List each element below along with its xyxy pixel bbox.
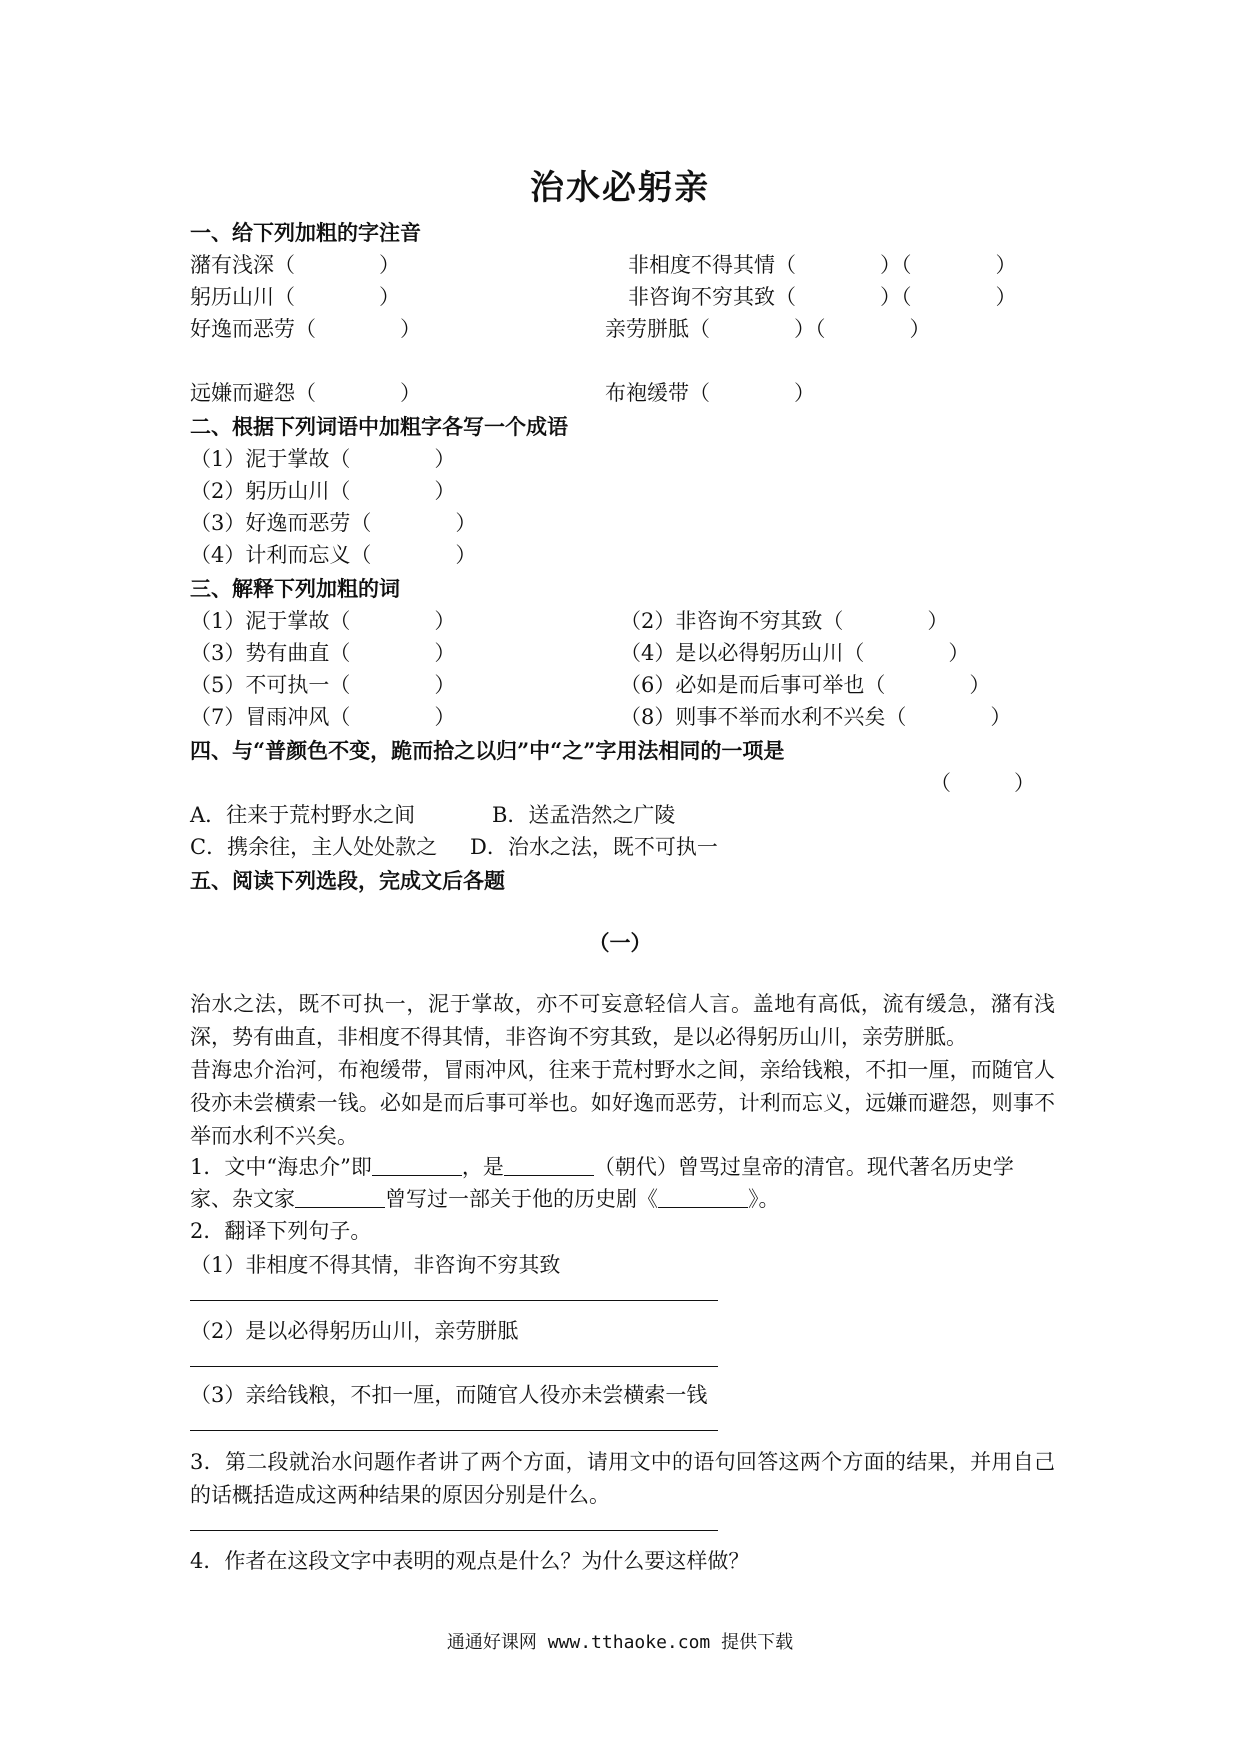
q1-blank-play[interactable]	[658, 1187, 748, 1208]
sec2-item-4: （4）计利而忘义（ ）	[190, 543, 477, 567]
sec1-item-7: 远嫌而避怨（ ）	[190, 381, 421, 405]
sec1-item-3: 躬历山川（ ）	[190, 285, 400, 309]
section-4-heading: 四、与“普颜色不变，跪而拾之以归”中“之”字用法相同的一项是	[190, 738, 785, 763]
sec3-item-1: （1）泥于掌故（ ）	[190, 609, 456, 633]
sec3-item-5: （5）不可执一（ ）	[190, 673, 456, 697]
sec1-item-2: 非相度不得其情（ ）（ ）	[628, 253, 1017, 277]
section-5-heading: 五、阅读下列选段，完成文后各题	[190, 868, 505, 893]
q1-text-f: 》。	[748, 1187, 780, 1211]
sec3-item-2: （2）非咨询不穷其致（ ）	[620, 609, 949, 633]
section-1-heading: 一、给下列加粗的字注音	[190, 220, 421, 245]
passage-paragraph-1: 治水之法，既不可执一，泥于掌故，亦不可妄意轻信人言。盖地有高低，流有缓急，潴有浅深，势有曲直，非相度不得其情，非咨询不穷其致，是以必得躬历山川，亲劳胼胝。	[190, 992, 1055, 1049]
sec1-item-4: 非咨询不穷其致（ ）（ ）	[628, 285, 1017, 309]
sec3-item-6: （6）必如是而后事可举也（ ）	[620, 673, 991, 697]
question-1-line-1	[190, 1152, 1014, 1182]
question-2: 2．翻译下列句子。	[190, 1219, 372, 1243]
question-4: 4．作者在这段文字中表明的观点是什么？为什么要这样做？	[190, 1549, 750, 1573]
sec2-item-3: （3）好逸而恶劳（ ）	[190, 511, 477, 535]
q1-text-b: ，是	[461, 1155, 504, 1179]
question-2-1: （1）非相度不得其情，非咨询不穷其致	[190, 1253, 561, 1277]
sec1-item-1: 潴有浅深（ ）	[190, 253, 400, 277]
q1-blank-author[interactable]	[295, 1187, 385, 1208]
answer-line-2-3[interactable]	[190, 1430, 718, 1431]
sec4-answer-paren: （ ）	[930, 771, 1035, 795]
sec3-item-4: （4）是以必得躬历山川（ ）	[620, 641, 970, 665]
sec3-item-7: （7）冒雨冲风（ ）	[190, 705, 456, 729]
sec4-option-b: B．送孟浩然之广陵	[492, 803, 676, 827]
q1-text-e: 曾写过一部关于他的历史剧《	[385, 1187, 658, 1211]
sec4-option-c: C．携余往，主人处处款之	[190, 835, 438, 859]
question-2-3: （3）亲给钱粮，不扣一厘，而随官人役亦未尝横索一钱	[190, 1383, 708, 1407]
section-3-heading: 三、解释下列加粗的词	[190, 576, 400, 601]
sec3-item-3: （3）势有曲直（ ）	[190, 641, 456, 665]
page-title: 治水必躬亲	[530, 168, 710, 208]
answer-line-2-1[interactable]	[190, 1300, 718, 1301]
sec4-option-d: D．治水之法，既不可执一	[470, 835, 718, 859]
sec2-item-2: （2）躬历山川（ ）	[190, 479, 456, 503]
answer-line-2-2[interactable]	[190, 1366, 718, 1367]
passage-part-label: （一）	[588, 930, 652, 955]
question-3: 3．第二段就治水问题作者讲了两个方面，请用文中的语句回答这两个方面的结果，并用自己的话概括造成这两种结果的原因分别是什么。	[190, 1450, 1055, 1507]
q1-text-c: （朝代）曾骂过皇帝的清官。现代著名历史学	[593, 1155, 1014, 1179]
question-2-2: （2）是以必得躬历山川，亲劳胼胝	[190, 1319, 519, 1343]
q1-blank-name[interactable]	[372, 1155, 462, 1176]
q1-text-d: 家、杂文家	[190, 1187, 295, 1211]
sec1-item-6: 亲劳胼胝（ ）（ ）	[605, 317, 931, 341]
question-1-line-2	[190, 1184, 780, 1214]
footer-download-note: 通通好课网 www.tthaoke.com 提供下载	[446, 1632, 794, 1653]
sec3-item-8: （8）则事不举而水利不兴矣（ ）	[620, 705, 1012, 729]
sec4-option-a: A．往来于荒村野水之间	[190, 803, 416, 827]
q1-blank-dynasty[interactable]	[504, 1155, 594, 1176]
passage-paragraph-2: 昔海忠介治河，布袍缓带，冒雨冲风，往来于荒村野水之间，亲给钱粮，不扣一厘，而随官人役亦未尝横索一钱。必如是而后事可举也。如好逸而恶劳，计利而忘义，远嫌而避怨，则事不举而水利不兴矣。	[190, 1058, 1055, 1148]
q1-text-a: 1．文中“海忠介”即	[190, 1155, 372, 1179]
sec1-item-5: 好逸而恶劳（ ）	[190, 317, 421, 341]
answer-line-3[interactable]	[190, 1530, 718, 1531]
sec2-item-1: （1）泥于掌故（ ）	[190, 447, 456, 471]
sec1-item-8: 布袍缓带（ ）	[605, 381, 815, 405]
section-2-heading: 二、根据下列词语中加粗字各写一个成语	[190, 414, 568, 439]
